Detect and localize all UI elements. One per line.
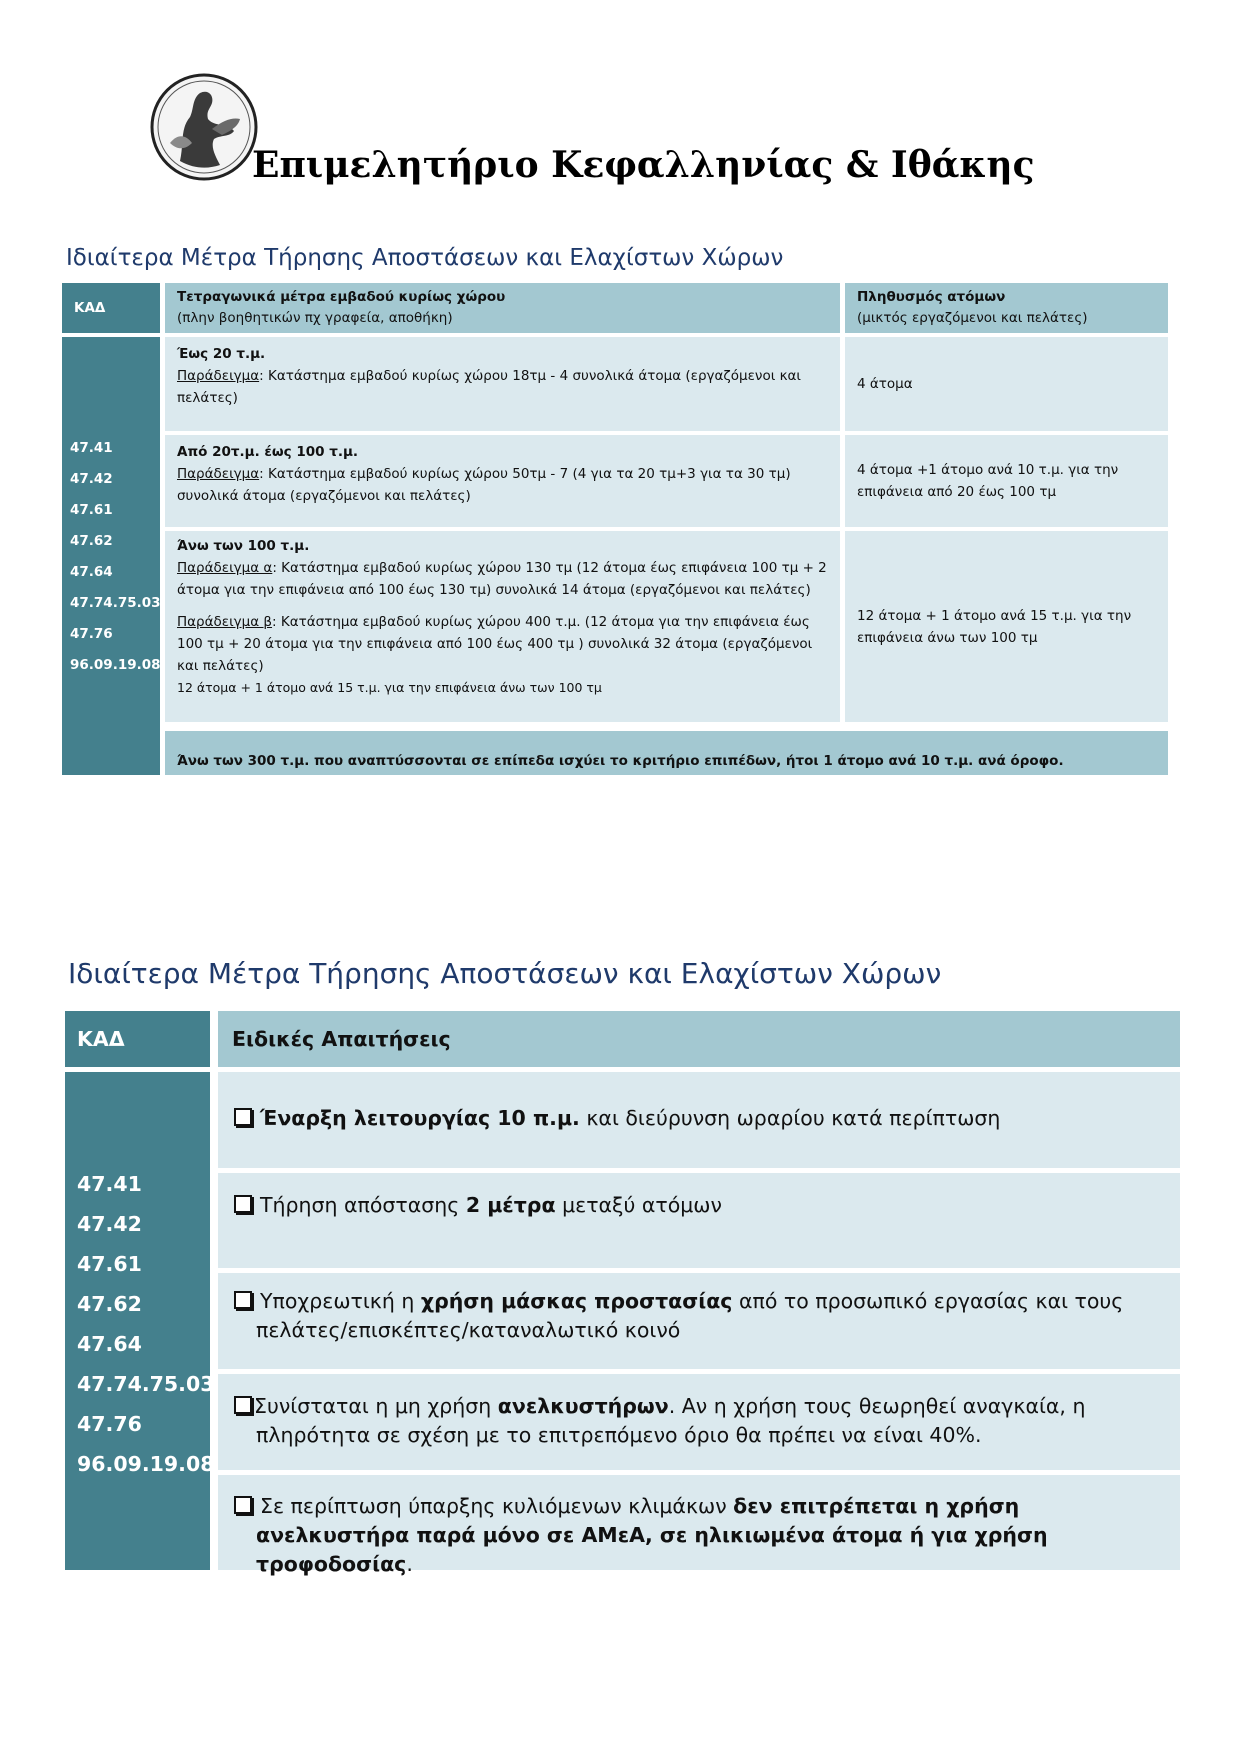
- kad-code: 96.09.19.08: [77, 1452, 215, 1476]
- table1-row2-area: Από 20τ.μ. έως 100 τ.μ. Παράδειγμα: Κατάστημα εμβαδού κυρίως χώρου 50τμ - 7 (4 για τα 20 τμ+3 για τα 30 τμ) συνολικά άτομα (εργαζόμενοι και πελάτες): [165, 435, 840, 527]
- requirement-mask: Υποχρεωτική η χρήση μάσκας προστασίας από το προσωπικό εργασίας και τους πελάτες/επισκέπτες/καταναλωτικό κοινό: [218, 1273, 1180, 1369]
- kad-code: 47.62: [70, 533, 113, 549]
- checkbox-icon: [234, 1496, 252, 1514]
- kad-code: 47.62: [77, 1292, 142, 1316]
- table2-header-kad: ΚΑΔ: [65, 1011, 210, 1067]
- kad-code: 47.76: [77, 1412, 142, 1436]
- kad-code: 47.74.75.03: [70, 595, 161, 611]
- chamber-logo-seal: [150, 73, 258, 181]
- kad-code: 47.61: [77, 1252, 142, 1276]
- checkbox-icon: [234, 1291, 252, 1309]
- table2-header-requirements: Ειδικές Απαιτήσεις: [218, 1011, 1180, 1067]
- checkbox-icon: [234, 1108, 252, 1126]
- kad-code: 47.42: [77, 1212, 142, 1236]
- requirement-escalators: Σε περίπτωση ύπαρξης κυλιόμενων κλιμάκων δεν επιτρέπεται η χρήση ανελκυστήρα παρά μόνο σε ΑΜεΑ, σε ηλικιωμένα άτομα ή για χρήση τροφοδοσίας.: [218, 1475, 1180, 1570]
- kad-code: 47.76: [70, 626, 113, 642]
- requirement-distance: Τήρηση απόστασης 2 μέτρα μεταξύ ατόμων: [218, 1173, 1180, 1268]
- table1-row1-people: 4 άτομα: [845, 337, 1168, 431]
- checkbox-icon: [234, 1396, 252, 1414]
- kad-code: 47.41: [77, 1172, 142, 1196]
- table1-row2-people: 4 άτομα +1 άτομο ανά 10 τ.μ. για την επιφάνεια από 20 έως 100 τμ: [845, 435, 1168, 527]
- kad-code: 47.64: [70, 564, 113, 580]
- table2-kad-column: [65, 1072, 215, 1570]
- kad-code: 47.61: [70, 502, 113, 518]
- table1-row3-area: Άνω των 100 τ.μ. Παράδειγμα α: Κατάστημα εμβαδού κυρίως χώρου 130 τμ (12 άτομα έως επιφάνεια 100 τμ + 2 άτομα για την επιφάνεια από 100 έως 130 τμ) συνολικά 14 άτομα (εργαζόμενοι και πελάτες) Παράδειγμα β: Κατάστημα εμβαδού κυρίως χώρου 400 τ.μ. (12 άτομα για την επιφάνεια έως 100 τμ + 20 άτομα για την επιφάνεια από 100 έως 400 τμ ) συνολικά 32 άτομα (εργαζόμενοι και πελάτες) 12 άτομα + 1 άτομο ανά 15 τ.μ. για την επιφάνεια άνω των 100 τμ: [165, 531, 840, 722]
- table1-title: Ιδιαίτερα Μέτρα Τήρησης Αποστάσεων και Ελαχίστων Χώρων: [66, 245, 784, 271]
- table1-header-kad: ΚΑΔ: [62, 283, 160, 333]
- kad-code: 47.74.75.03: [77, 1372, 215, 1396]
- table2-title: Ιδιαίτερα Μέτρα Τήρησης Αποστάσεων και Ελαχίστων Χώρων: [68, 957, 942, 990]
- table1-row3-people: 12 άτομα + 1 άτομο ανά 15 τ.μ. για την επιφάνεια άνω των 100 τμ: [845, 531, 1168, 722]
- table1-header-area: Τετραγωνικά μέτρα εμβαδού κυρίως χώρου (πλην βοηθητικών πχ γραφεία, αποθήκη): [165, 283, 840, 333]
- requirement-elevators: Συνίσταται η μη χρήση ανελκυστήρων. Αν η χρήση τους θεωρηθεί αναγκαία, η πληρότητα σε σχέση με το επιτρεπόμενο όριο θα πρέπει να είναι 40%.: [218, 1374, 1180, 1470]
- requirement-opening-hours: Έναρξη λειτουργίας 10 π.μ. και διεύρυνση ωραρίου κατά περίπτωση: [218, 1072, 1180, 1168]
- kad-code: 96.09.19.08: [70, 657, 161, 673]
- checkbox-icon: [234, 1195, 252, 1213]
- kad-code: 47.42: [70, 471, 113, 487]
- organization-title: Επιμελητήριο Κεφαλληνίας & Ιθάκης: [252, 144, 1035, 186]
- table1-header-population: Πληθυσμός ατόμων (μικτός εργαζόμενοι και πελάτες): [845, 283, 1168, 333]
- table1-kad-column: [62, 337, 160, 775]
- table1-row1-area: Έως 20 τ.μ. Παράδειγμα: Κατάστημα εμβαδού κυρίως χώρου 18τμ - 4 συνολικά άτομα (εργαζόμενοι και πελάτες): [165, 337, 840, 431]
- kad-code: 47.41: [70, 440, 113, 456]
- kad-code: 47.64: [77, 1332, 142, 1356]
- table1-footer-row: Άνω των 300 τ.μ. που αναπτύσσονται σε επίπεδα ισχύει το κριτήριο επιπέδων, ήτοι 1 άτομο ανά 10 τ.μ. ανά όροφο.: [165, 731, 1168, 775]
